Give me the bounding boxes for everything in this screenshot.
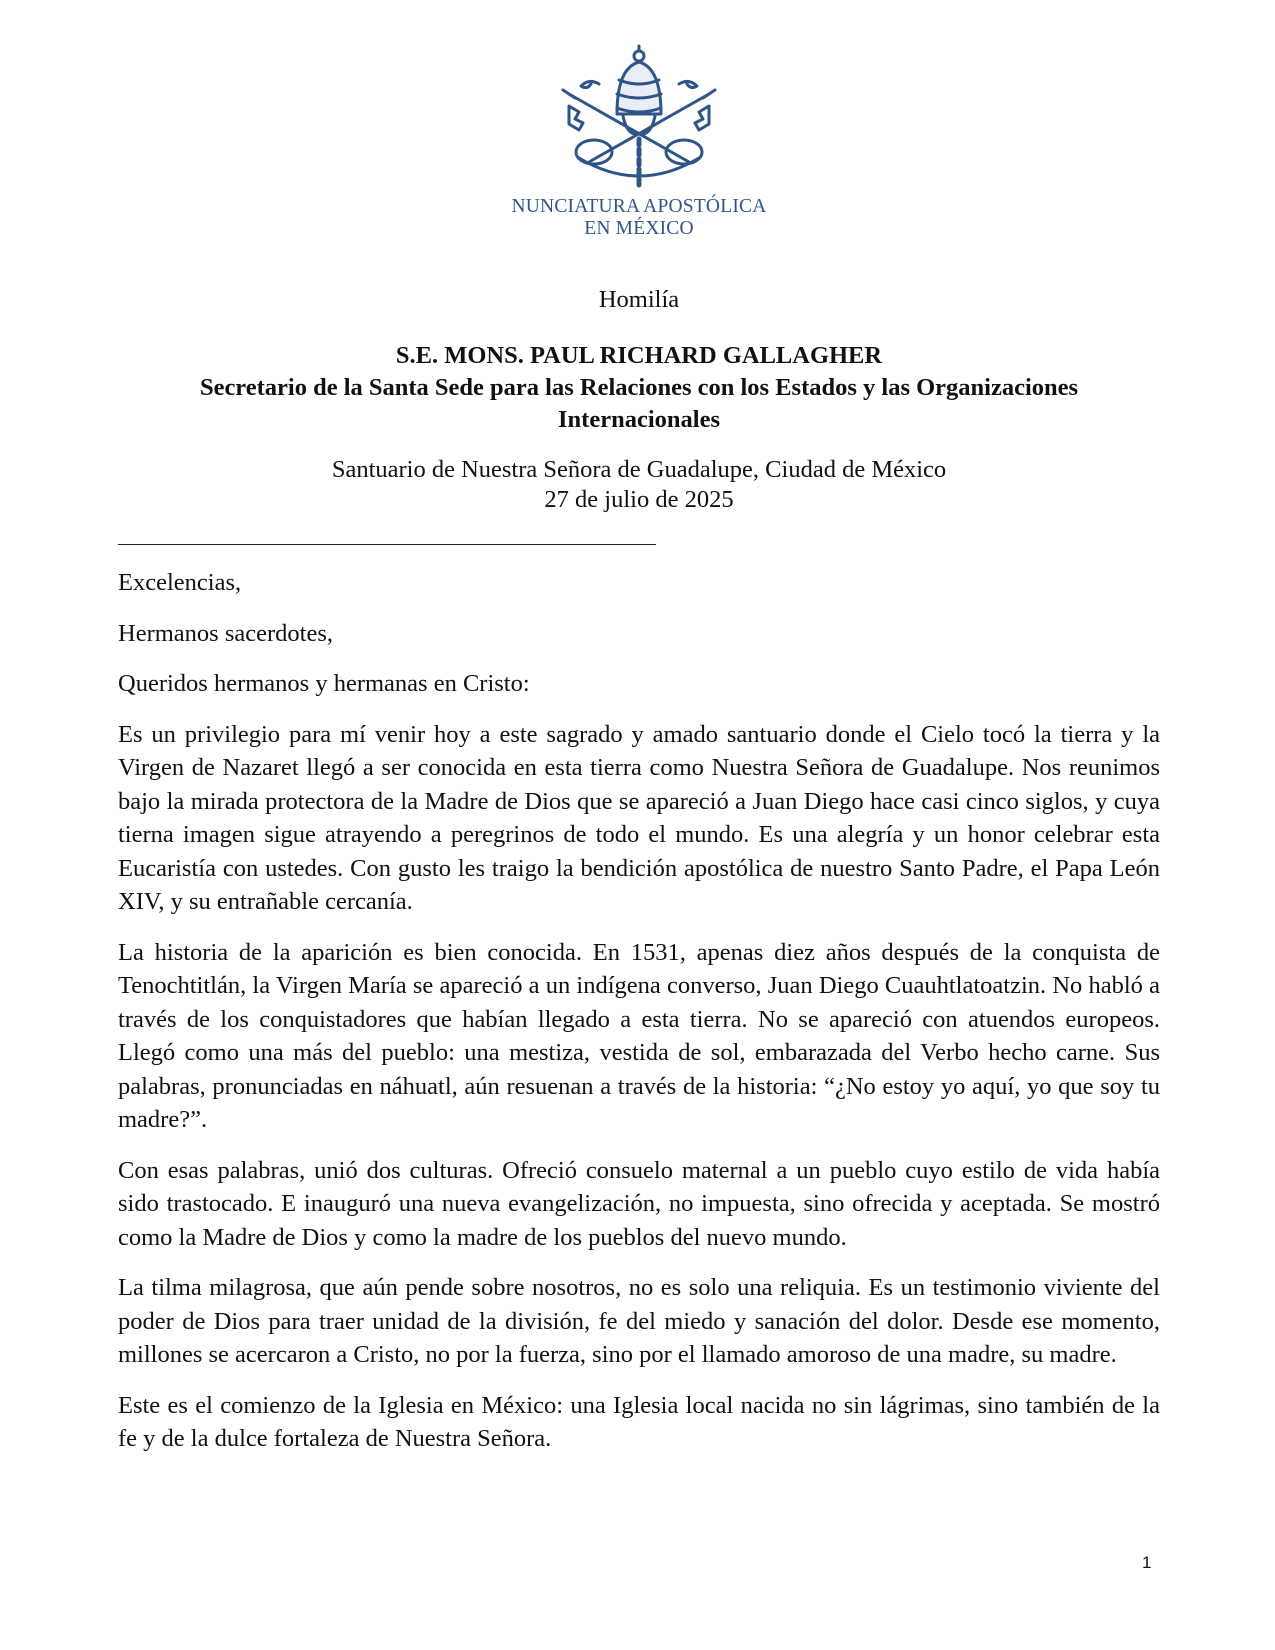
paragraph: La historia de la aparición es bien conocida. En 1531, apenas diez años después de la conquista de Tenochtitlán, la Virgen María se apareció a un indígena converso, Juan Diego Cuauhtlatoatzin. No habló a través de los conquistadores que habían llegado a esta tierra. No se apareció con atuendos europeos. Llegó como una más del pueblo: una mestiza, vestida de sol, embarazada del Verbo hecho carne. Sus palabras, pronunciadas en náhuatl, aún resuenan a través de la historia: “¿No estoy yo aquí, yo que soy tu madre?”. (118, 938, 1160, 1133)
speaker-block (118, 340, 1160, 436)
paragraph: Este es el comienzo de la Iglesia en México: una Iglesia local nacida no sin lágrimas, sino también de la fe y de la dulce fortaleza de Nuestra Señora. (118, 1391, 1160, 1452)
paragraph: La tilma milagrosa, que aún pende sobre nosotros, no es solo una reliquia. Es un testimonio viviente del poder de Dios para traer unidad de la división, fe del miedo y sanación del dolor. Desde ese momento, millones se acercaron a Cristo, no por la fuerza, sino por el llamado amoroso de una madre, su madre. (118, 1274, 1160, 1368)
speaker-name: S.E. MONS. PAUL RICHARD GALLAGHER (395, 342, 883, 369)
papal-coat-of-arms-icon (539, 44, 739, 194)
greeting: Hermanos sacerdotes, (118, 619, 333, 647)
greeting: Queridos hermanos y hermanas en Cristo: (118, 670, 530, 697)
homily-body (118, 566, 1160, 1473)
speaker-title-line2: Internacionales (558, 406, 720, 433)
paragraph: Es un privilegio para mí venir hoy a este sagrado y amado santuario donde el Cielo tocó la tierra y la Virgen de Nazaret llegó a ser conocida en esta tierra como Nuestra Señora de Guadalupe. Nos reunimos bajo la mirada protectora de la Madre de Dios que se apareció a Juan Diego hace casi cinco siglos, y cuya tierna imagen sigue atrayendo a peregrinos de todo el mundo. Es una alegría y un honor celebrar esta Eucaristía con ustedes. Con gusto les traigo la bendición apostólica de nuestro Santo Padre, el Papa León XIV, y su entrañable cercanía. (118, 720, 1160, 915)
letterhead-text (488, 196, 790, 240)
paragraph: Con esas palabras, unió dos culturas. Ofreció consuelo maternal a un pueblo cuyo estilo de vida había sido trastocado. E inauguró una nueva evangelización, no impuesta, sino ofrecida y aceptada. Se mostró como la Madre de Dios y como la madre de los pueblos del nuevo mundo. (118, 1156, 1160, 1251)
speaker-title-line1: Secretario de la Santa Sede para las Relaciones con los Estados y las Organizaciones (199, 374, 1079, 401)
document-genre: Homilía (598, 286, 680, 313)
letterhead-line1: NUNCIATURA APOSTÓLICA (511, 196, 767, 217)
date: 27 de julio de 2025 (544, 486, 734, 513)
place-date-block (118, 455, 1160, 515)
page-number: 1 (1142, 1553, 1152, 1572)
greeting: Excelencias, (118, 569, 242, 596)
letterhead-line2: EN MÉXICO (584, 218, 694, 239)
place: Santuario de Nuestra Señora de Guadalupe, Ciudad de México (331, 456, 947, 483)
separator-rule (118, 544, 656, 545)
letterhead-logo (488, 44, 790, 272)
